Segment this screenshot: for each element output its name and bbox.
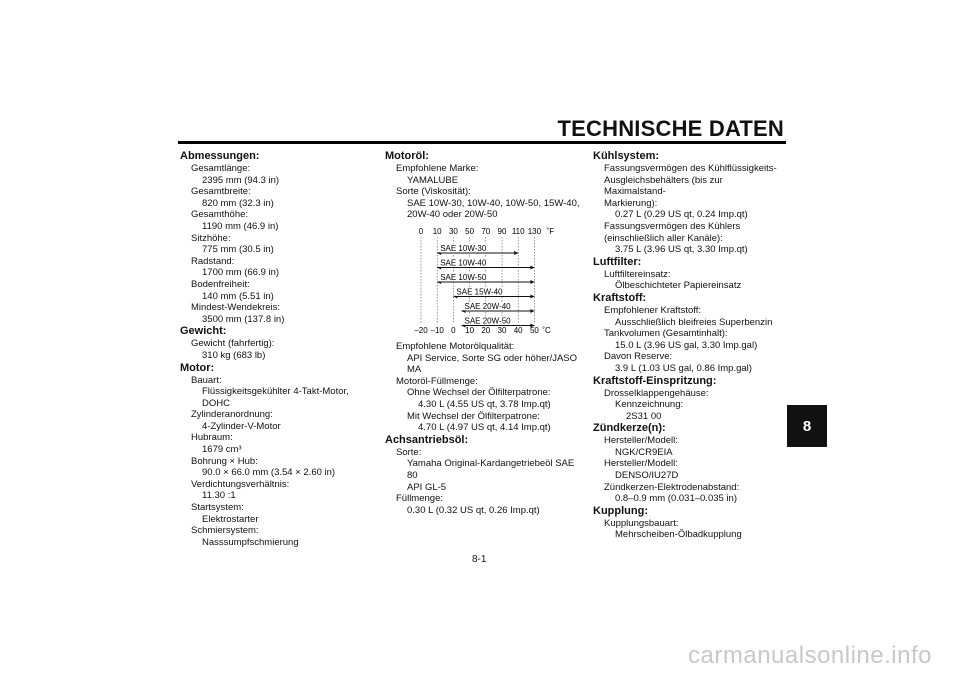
f-tick-label: 90 <box>497 226 507 236</box>
spec-line: 4.30 L (4.55 US qt, 3.78 Imp.qt) <box>418 398 551 410</box>
spec-line: Fassungsvermögen des Kühlflüssigkeits- <box>604 163 777 174</box>
arrow-right-icon <box>530 294 534 298</box>
spec-line: 140 mm (5.51 in) <box>202 290 274 302</box>
spec-line: Markierung): <box>604 197 658 209</box>
f-tick-label: 130 <box>527 226 542 236</box>
f-tick-label: 70 <box>481 226 491 236</box>
spec-line: Schmiersystem: <box>191 525 259 537</box>
section-heading: Achsantriebsöl: <box>385 433 469 446</box>
spec-line: 1700 mm (66.9 in) <box>202 267 280 279</box>
spec-line: Ausschließlich bleifreies Superbenzin <box>615 316 773 328</box>
spec-line: Zylinderanordnung: <box>191 409 273 421</box>
spec-line: Startsystem: <box>191 502 244 514</box>
spec-line: Gewicht (fahrfertig): <box>191 338 275 350</box>
column-middle <box>385 150 585 516</box>
c-unit: ˚C <box>542 325 551 335</box>
spec-line: DENSO/IU27D <box>615 470 679 482</box>
grade-label: SAE 10W-50 <box>440 272 487 282</box>
spec-line: Empfohlene Motorölqualität: <box>396 340 515 352</box>
c-tick-label: –20 <box>414 325 428 335</box>
spec-line: 820 mm (32.3 in) <box>202 197 274 209</box>
spec-line: API GL-5 <box>407 481 447 493</box>
grade-label: SAE 10W-40 <box>440 258 487 268</box>
spec-line: 3.75 L (3.96 US qt, 3.30 Imp.qt) <box>615 244 748 256</box>
section-heading: Kraftstoff-Einspritzung: <box>593 374 717 387</box>
spec-line: Nasssumpfschmierung <box>202 536 299 548</box>
c-tick-label: 50 <box>529 325 539 335</box>
arrow-right-icon <box>514 251 518 255</box>
spec-line: Flüssigkeitsgekühlter 4-Takt-Motor, DOHC <box>202 386 349 409</box>
spec-line: Davon Reserve: <box>604 351 673 363</box>
page-number: 8-1 <box>472 554 487 565</box>
oil-viscosity-svg <box>413 225 583 337</box>
spec-line: Elektrostarter <box>202 513 259 525</box>
f-tick-label: 0 <box>418 226 424 236</box>
spec-line: Yamaha Original-Kardangetriebeöl SAE 80 <box>407 458 575 481</box>
section-heading: Motoröl: <box>385 150 429 162</box>
spec-line: Mehrscheiben-Ölbadkupplung <box>615 529 742 541</box>
spec-line: 1190 mm (46.9 in) <box>202 220 279 232</box>
section-heading: Motor: <box>180 361 215 374</box>
spec-line: YAMALUBE <box>407 174 459 186</box>
spec-line: Kupplungsbauart: <box>604 517 679 529</box>
spec-line: Gesamtlänge: <box>191 163 251 174</box>
c-tick-label: 0 <box>451 325 456 335</box>
header-rule <box>178 141 786 144</box>
section-heading: Luftfilter: <box>593 255 642 268</box>
spec-line: 0.30 L (0.32 US qt, 0.26 Imp.qt) <box>407 504 540 516</box>
f-unit: ˚F <box>546 226 555 236</box>
f-tick-label: 110 <box>511 226 525 236</box>
section-heading: Kraftstoff: <box>593 291 647 304</box>
spec-line: Motoröl-Füllmenge: <box>396 375 478 387</box>
spec-line: 3.9 L (1.03 US gal, 0.86 Imp.gal) <box>615 362 752 374</box>
spec-line: Tankvolumen (Gesamtinhalt): <box>604 328 728 340</box>
spec-line: Sorte: <box>396 446 422 458</box>
section-heading: Kühlsystem: <box>593 150 660 162</box>
spec-line: Verdichtungsverhältnis: <box>191 478 290 490</box>
spec-line: Bauart: <box>191 374 222 386</box>
spec-line: Luftfiltereinsatz: <box>604 268 671 280</box>
spec-line: Mindest-Wendekreis: <box>191 302 281 314</box>
spec-line: Füllmenge: <box>396 493 443 505</box>
spec-line: 11.30 :1 <box>202 490 236 502</box>
section-heading: Kupplung: <box>593 504 648 517</box>
grade-label: SAE 20W-50 <box>464 316 511 326</box>
arrow-right-icon <box>530 265 534 269</box>
spec-line: Kennzeichnung: <box>615 399 684 411</box>
spec-line: Ölbeschichteter Papiereinsatz <box>615 280 742 292</box>
c-tick-label: 20 <box>481 325 491 335</box>
oil-viscosity-chart <box>413 225 583 337</box>
motor-oil-section <box>385 150 585 221</box>
spec-line: Ohne Wechsel der Ölfilterpatrone: <box>407 387 551 399</box>
chapter-tab[interactable]: 8 <box>787 405 827 447</box>
spec-line: SAE 10W-30, 10W-40, 10W-50, 15W-40, <box>407 197 580 209</box>
spec-line: Mit Wechsel der Ölfilterpatrone: <box>407 410 540 422</box>
spec-line: 4-Zylinder-V-Motor <box>202 420 281 432</box>
spec-line: 3500 mm (137.8 in) <box>202 313 285 325</box>
spec-line: Hersteller/Modell: <box>604 435 678 447</box>
spec-line: Radstand: <box>191 255 235 267</box>
grade-label: SAE 10W-30 <box>440 243 487 253</box>
arrow-right-icon <box>530 309 534 313</box>
spec-line: Hersteller/Modell: <box>604 458 678 470</box>
spec-line: Empfohlener Kraftstoff: <box>604 304 701 316</box>
section-heading: Zündkerze(n): <box>593 422 666 435</box>
spec-line: Zündkerzen-Elektrodenabstand: <box>604 481 740 493</box>
c-tick-label: 30 <box>497 325 507 335</box>
spec-line: Bodenfreiheit: <box>191 278 250 290</box>
f-tick-label: 10 <box>432 226 442 236</box>
spec-line: NGK/CR9EIA <box>615 446 673 458</box>
spec-line: API Service, Sorte SG oder höher/JASO <box>407 352 578 364</box>
section-heading: Abmessungen: <box>180 150 260 162</box>
spec-line: 0.27 L (0.29 US qt, 0.24 Imp.qt) <box>615 209 748 221</box>
spec-line: MA <box>407 364 422 376</box>
c-tick-label: –10 <box>430 325 444 335</box>
spec-line: 1679 cm³ <box>202 444 242 456</box>
spec-line: Sitzhöhe: <box>191 232 231 244</box>
column-right <box>593 150 783 541</box>
page-title: TECHNISCHE DATEN <box>557 116 784 141</box>
spec-line: 0.8–0.9 mm (0.031–0.035 in) <box>615 493 737 505</box>
spec-line: Sorte (Viskosität): <box>396 186 471 198</box>
grade-label: SAE 20W-40 <box>464 301 511 311</box>
spec-line: (einschließlich aller Kanäle): <box>604 232 723 244</box>
spec-line: Fassungsvermögen des Kühlers <box>604 220 741 232</box>
grade-label: SAE 15W-40 <box>456 287 503 297</box>
watermark: carmanualsonline.info <box>688 642 932 669</box>
c-tick-label: 40 <box>513 325 523 335</box>
spec-line: 775 mm (30.5 in) <box>202 244 274 256</box>
spec-line: 4.70 L (4.97 US qt, 4.14 Imp.qt) <box>418 422 551 434</box>
spec-line: Gesamthöhe: <box>191 209 249 221</box>
spec-line: 310 kg (683 lb) <box>202 349 266 361</box>
spec-line: Ausgleichsbehälters (bis zur Maximalstand- <box>604 174 723 198</box>
spec-line: 20W-40 oder 20W-50 <box>407 209 498 221</box>
column-left <box>180 150 370 548</box>
spec-line: 90.0 × 66.0 mm (3.54 × 2.60 in) <box>202 467 336 479</box>
spec-line: 2S31 00 <box>626 410 662 422</box>
section-heading: Gewicht: <box>180 325 227 338</box>
spec-line: 15.0 L (3.96 US gal, 3.30 Imp.gal) <box>615 339 758 351</box>
arrow-right-icon <box>530 280 534 284</box>
spec-line: Bohrung × Hub: <box>191 455 258 467</box>
spec-line: Drosselklappengehäuse: <box>604 387 709 399</box>
c-tick-label: 10 <box>465 325 475 335</box>
f-tick-label: 50 <box>465 226 475 236</box>
spec-line: Gesamtbreite: <box>191 186 251 198</box>
oil-details-section <box>385 341 585 516</box>
spec-line: Hubraum: <box>191 432 233 444</box>
spec-line: 2395 mm (94.3 in) <box>202 174 280 186</box>
spec-line: Empfohlene Marke: <box>396 163 479 174</box>
f-tick-label: 30 <box>448 226 458 236</box>
